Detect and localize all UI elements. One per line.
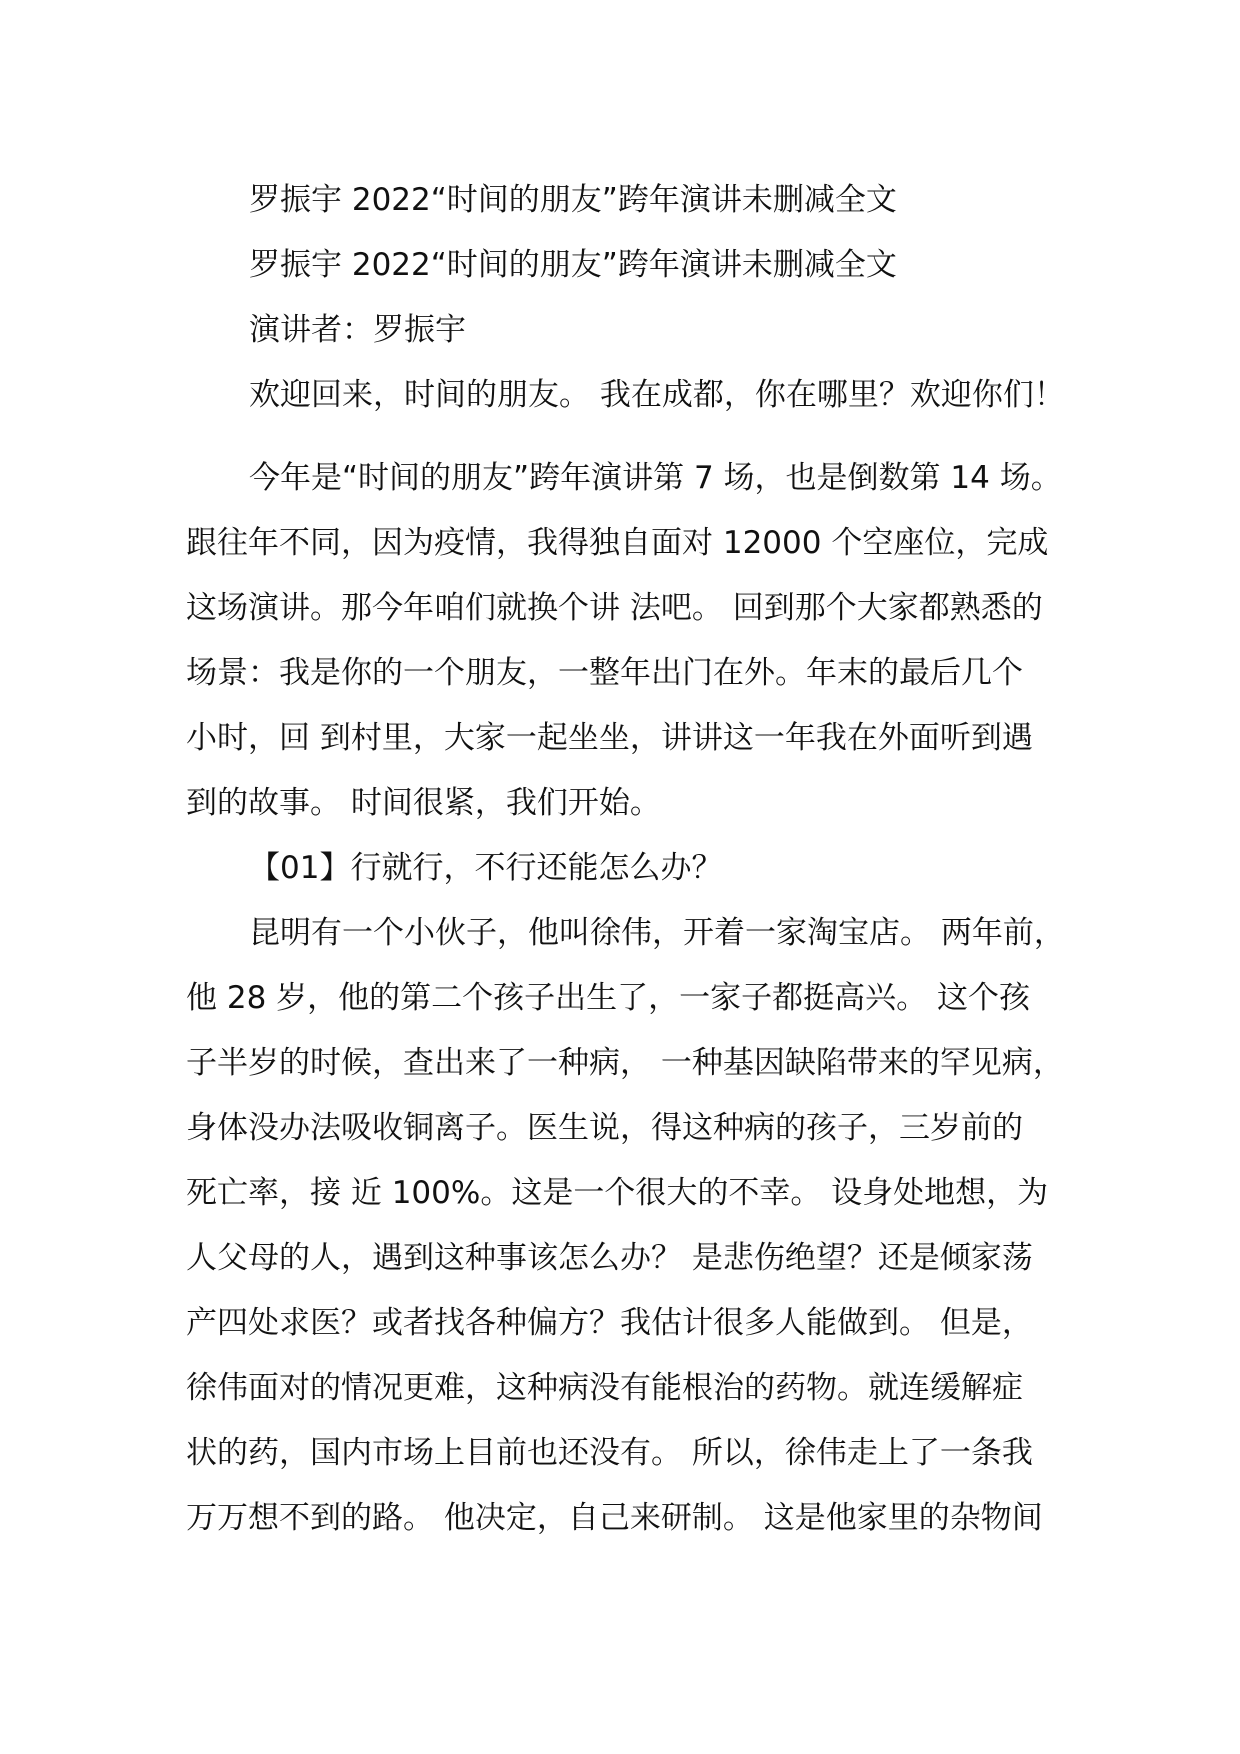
paragraph-line: 跟往年不同，因为疫情，我得独自面对 12000 个空座位，完成 [186, 525, 1049, 561]
paragraph-line: 万万想不到的路。 他决定，自己来研制。 这是他家里的杂物间 [186, 1500, 1043, 1536]
greeting-line: 欢迎回来，时间的朋友。 我在成都，你在哪里？欢迎你们！ [249, 377, 1065, 413]
paragraph-line: 子半岁的时候，查出来了一种病， 一种基因缺陷带来的罕见病， [186, 1045, 1064, 1081]
paragraph-line: 到的故事。 时间很紧，我们开始。 [186, 785, 661, 821]
intro-paragraph [186, 446, 1086, 836]
paragraph-line: 产四处求医？或者找各种偏方？我估计很多人能做到。 但是， [186, 1305, 1033, 1341]
paragraph-spacer [186, 428, 1086, 446]
paragraph-line: 状的药，国内市场上目前也还没有。 所以，徐伟走上了一条我 [186, 1435, 1033, 1471]
paragraph-line: 徐伟面对的情况更难，这种病没有能根治的药物。就连缓解症 [186, 1370, 1023, 1406]
paragraph-line: 小时，回 到村里，大家一起坐坐，讲讲这一年我在外面听到遇 [186, 720, 1033, 756]
paragraph-line: 这场演讲。那今年咱们就换个讲 法吧。 回到那个大家都熟悉的 [186, 590, 1043, 626]
document-title: 罗振宇 2022“时间的朋友”跨年演讲未删减全文 [249, 182, 897, 218]
story-paragraph [186, 901, 1086, 1551]
document-body [186, 168, 1086, 1551]
section-heading: 【01】行就行，不行还能怎么办？ [249, 850, 723, 886]
paragraph-line: 场景：我是你的一个朋友，一整年出门在外。年末的最后几个 [186, 655, 1023, 691]
paragraph-line: 今年是“时间的朋友”跨年演讲第 7 场，也是倒数第 14 场。 [249, 460, 1062, 496]
document-title-repeat: 罗振宇 2022“时间的朋友”跨年演讲未删减全文 [249, 247, 897, 283]
speaker-line: 演讲者：罗振宇 [249, 312, 466, 348]
paragraph-line: 他 28 岁，他的第二个孩子出生了，一家子都挺高兴。 这个孩 [186, 980, 1031, 1016]
paragraph-line: 死亡率，接 近 100%。这是一个很大的不幸。 设身处地想，为 [186, 1175, 1049, 1211]
paragraph-line: 昆明有一个小伙子，他叫徐伟，开着一家淘宝店。 两年前， [249, 915, 1065, 951]
paragraph-line: 人父母的人，遇到这种事该怎么办？ 是悲伤绝望？还是倾家荡 [186, 1240, 1033, 1276]
paragraph-line: 身体没办法吸收铜离子。医生说，得这种病的孩子，三岁前的 [186, 1110, 1023, 1146]
